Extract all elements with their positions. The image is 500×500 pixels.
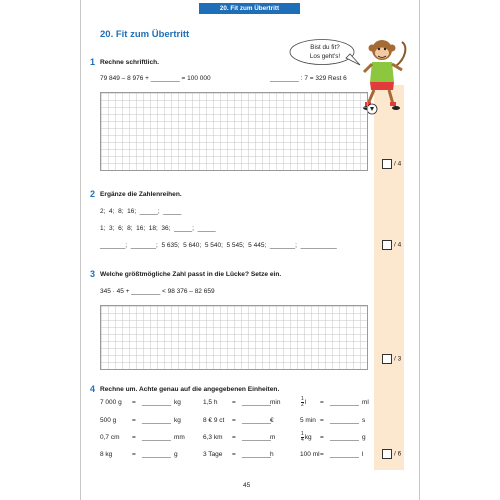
header-banner: 20. Fit zum Übertritt — [199, 3, 300, 14]
task-1-instruction: Rechne schriftlich. — [100, 59, 159, 66]
target-unit: g — [362, 434, 366, 441]
target-unit: mm — [174, 434, 185, 441]
equals-sign: = — [232, 451, 236, 458]
answer-blank[interactable]: ________ — [242, 417, 271, 424]
task-3-instruction: Welche größtmögliche Zahl passt in die Lücke? Setze ein. — [100, 271, 282, 278]
task-3-score: / 3 — [382, 354, 401, 364]
speech-line-2: Los geht's! — [309, 53, 341, 60]
chapter-title: 20. Fit zum Übertritt — [100, 29, 190, 40]
task-4-quantity: 8 € 9 ct — [203, 417, 225, 424]
target-unit: min — [270, 399, 281, 406]
task-2-number: 2 — [90, 189, 96, 199]
task-3-equation: 345 · 45 + ________ < 98 376 – 82 659 — [100, 288, 215, 295]
fraction — [301, 432, 304, 443]
equals-sign: = — [320, 399, 324, 406]
task-1-number: 1 — [90, 57, 96, 67]
task-3-score-box[interactable] — [382, 354, 392, 364]
task-4-quantity: 3 Tage — [203, 451, 223, 458]
target-unit: kg — [174, 417, 181, 424]
task-4-quantity: 500 g — [100, 417, 117, 424]
task-4-quantity: 0,7 cm — [100, 434, 120, 441]
equals-sign: = — [320, 434, 324, 441]
task-4-score: / 6 — [382, 449, 401, 459]
task-3-number: 3 — [90, 269, 96, 279]
task-3-grid[interactable] — [100, 305, 368, 370]
score-side-strip — [374, 85, 404, 470]
task-4-fraction-quantity — [300, 397, 306, 408]
answer-blank[interactable]: ________ — [142, 451, 171, 458]
fraction-denominator: 4 — [301, 437, 304, 443]
target-unit: g — [174, 451, 178, 458]
answer-blank[interactable]: ________ — [142, 417, 171, 424]
answer-blank[interactable]: ________ — [142, 399, 171, 406]
answer-blank[interactable]: ________ — [142, 434, 171, 441]
task-4-number: 4 — [90, 384, 96, 394]
equals-sign: = — [132, 451, 136, 458]
task-1-score: / 4 — [382, 159, 401, 169]
task-2-row-3: _______; _______; 5 635; 5 640; 5 540; 5 545; 5 445; _______; __________ — [100, 242, 337, 249]
fraction-numerator: 1 — [301, 396, 304, 402]
target-unit: l — [362, 451, 364, 458]
quantity-unit: l — [304, 399, 307, 407]
answer-blank[interactable]: ________ — [330, 434, 359, 441]
fraction — [301, 396, 307, 408]
equals-sign: = — [132, 434, 136, 441]
equals-sign: = — [232, 434, 236, 441]
task-4-quantity: 8 kg — [100, 451, 113, 458]
equals-sign: = — [232, 399, 236, 406]
task-4-quantity: 6,3 km — [203, 434, 223, 441]
task-4-instruction: Rechne um. Achte genau auf die angegebenen Einheiten. — [100, 386, 280, 393]
fraction-numerator: 1 — [301, 431, 304, 437]
task-4-fraction-quantity — [300, 432, 312, 443]
speech-line-1: Bist du fit? — [310, 44, 340, 51]
target-unit: ml — [362, 399, 369, 406]
target-unit: h — [270, 451, 274, 458]
task-1-grid[interactable] — [100, 92, 368, 171]
task-4-quantity: 5 min — [300, 417, 316, 424]
target-unit: m — [270, 434, 276, 441]
task-1-equation-a: 79 849 – 8 976 + ________ = 100 000 — [100, 75, 211, 82]
answer-blank[interactable]: ________ — [242, 399, 271, 406]
fraction-denominator: 2 — [301, 402, 304, 408]
task-4-quantity: 7 000 g — [100, 399, 122, 406]
task-1-equation-b: ________ : 7 = 329 Rest 6 — [270, 75, 347, 82]
target-unit: kg — [174, 399, 181, 406]
answer-blank[interactable]: ________ — [242, 434, 271, 441]
quantity-unit: kg — [304, 434, 312, 442]
task-2-row-1: 2; 4; 8; 16; _____; _____ — [100, 208, 182, 215]
equals-sign: = — [320, 451, 324, 458]
equals-sign: = — [320, 417, 324, 424]
task-2-instruction: Ergänze die Zahlenreihen. — [100, 191, 182, 198]
target-unit: s — [362, 417, 366, 424]
equals-sign: = — [132, 417, 136, 424]
page-number: 45 — [243, 482, 251, 489]
task-2-score-box[interactable] — [382, 240, 392, 250]
answer-blank[interactable]: ________ — [242, 451, 271, 458]
task-2-score: / 4 — [382, 240, 401, 250]
equals-sign: = — [232, 417, 236, 424]
target-unit: € — [270, 417, 274, 424]
answer-blank[interactable]: ________ — [330, 417, 359, 424]
task-4-score-box[interactable] — [382, 449, 392, 459]
task-2-row-2: 1; 3; 6; 8; 16; 18; 36; _____; _____ — [100, 225, 216, 232]
equals-sign: = — [132, 399, 136, 406]
answer-blank[interactable]: ________ — [330, 451, 359, 458]
task-1-score-box[interactable] — [382, 159, 392, 169]
answer-blank[interactable]: ________ — [330, 399, 359, 406]
task-4-quantity: 1,5 h — [203, 399, 218, 406]
task-4-quantity: 100 ml — [300, 451, 320, 458]
